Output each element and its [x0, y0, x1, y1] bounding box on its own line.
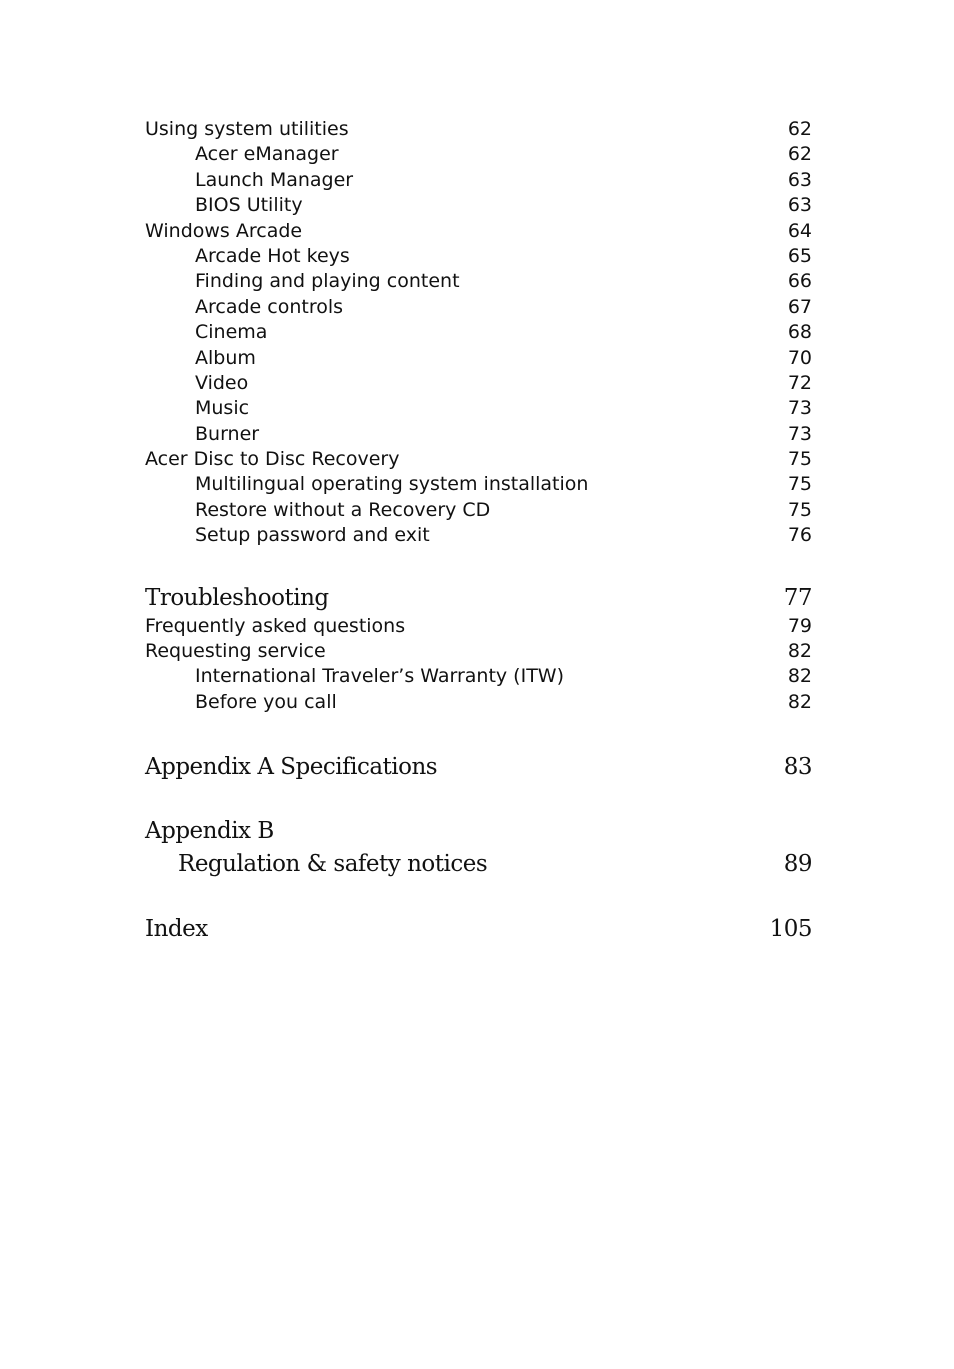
toc-entry-page-number: 82 — [787, 690, 812, 713]
toc-entry-page-number: 63 — [787, 168, 812, 191]
toc-entry[interactable] — [145, 269, 812, 294]
chapter-appendix-a[interactable] — [145, 752, 812, 783]
toc-entry[interactable] — [145, 320, 812, 345]
toc-entry[interactable] — [145, 295, 812, 320]
toc-entry-label: Music — [195, 397, 250, 420]
toc-entry-page-number: 67 — [787, 295, 812, 318]
toc-entry-label: Windows Arcade — [145, 219, 303, 242]
toc-entry[interactable] — [145, 396, 812, 421]
toc-entry-page-number: 66 — [787, 270, 812, 293]
toc-section-utilities — [145, 117, 812, 549]
toc-entry-label: Finding and playing content — [195, 270, 460, 293]
toc-entry-label: Launch Manager — [195, 168, 354, 191]
toc-entry-label: International Traveler’s Warranty (ITW) — [195, 665, 565, 688]
toc-entry-label: Before you call — [195, 690, 337, 713]
toc-entry-label: Album — [195, 346, 256, 369]
toc-entry[interactable] — [145, 168, 812, 193]
toc-entry-label: Using system utilities — [145, 118, 349, 140]
chapter-index[interactable] — [145, 914, 812, 945]
toc-entry-label: Acer eManager — [195, 143, 339, 166]
chapter-troubleshooting[interactable] — [145, 583, 812, 614]
toc-entry-label: Arcade Hot keys — [195, 244, 350, 267]
toc-entry[interactable] — [145, 664, 812, 689]
toc-entry-label: Restore without a Recovery CD — [195, 498, 491, 521]
toc-entry-page-number: 62 — [787, 118, 812, 140]
chapter-subtitle: Regulation & safety notices — [178, 851, 488, 878]
toc-entry[interactable] — [145, 690, 812, 715]
toc-entry-page-number: 75 — [787, 448, 812, 471]
toc-entry[interactable] — [145, 498, 812, 523]
toc-entry-page-number: 73 — [787, 422, 812, 445]
toc-entry-page-number: 82 — [787, 665, 812, 688]
chapter-appendix-b-subtitle[interactable] — [145, 849, 812, 880]
toc-entry-page-number: 73 — [787, 397, 812, 420]
toc-entry-page-number: 75 — [787, 473, 812, 496]
toc-entry-page-number: 75 — [787, 498, 812, 521]
chapter-title: Appendix A Specifications — [145, 754, 438, 781]
chapter-page-number: 77 — [783, 584, 812, 611]
toc-entry[interactable] — [145, 422, 812, 447]
toc-entry[interactable] — [145, 614, 812, 639]
toc-entry[interactable] — [145, 523, 812, 548]
toc-entry-page-number: 64 — [787, 219, 812, 242]
table-of-contents — [145, 117, 812, 945]
toc-entry[interactable] — [145, 346, 812, 371]
chapter-title: Appendix B — [145, 818, 274, 845]
toc-entry-label: Setup password and exit — [195, 524, 430, 547]
toc-entry-label: Requesting service — [145, 640, 326, 663]
toc-entry[interactable] — [145, 117, 812, 142]
toc-entry-label: Cinema — [195, 321, 268, 344]
toc-entry[interactable] — [145, 244, 812, 269]
toc-entry[interactable] — [145, 193, 812, 218]
toc-entry-label: Arcade controls — [195, 295, 344, 318]
toc-entry[interactable] — [145, 639, 812, 664]
toc-entry-label: Multilingual operating system installation — [195, 473, 589, 496]
toc-entry-page-number: 72 — [787, 371, 812, 394]
toc-entry-page-number: 82 — [787, 640, 812, 663]
toc-entry[interactable] — [145, 472, 812, 497]
toc-entry[interactable] — [145, 219, 812, 244]
chapter-page-number: 89 — [783, 851, 812, 878]
toc-entry-page-number: 70 — [787, 346, 812, 369]
chapter-title: Troubleshooting — [145, 584, 329, 611]
toc-entry-label: Video — [195, 371, 249, 394]
toc-entry-page-number: 68 — [787, 321, 812, 344]
chapter-title: Index — [145, 916, 208, 943]
toc-entry-page-number: 62 — [787, 143, 812, 166]
toc-entry-page-number: 76 — [787, 524, 812, 547]
toc-entry-label: Frequently asked questions — [145, 614, 406, 637]
toc-entry-page-number: 63 — [787, 194, 812, 217]
toc-entry-page-number: 65 — [787, 244, 812, 267]
toc-entry[interactable] — [145, 447, 812, 472]
toc-entry-label: Burner — [195, 422, 260, 445]
toc-entry-page-number: 79 — [787, 614, 812, 637]
toc-section-troubleshooting — [145, 614, 812, 716]
chapter-page-number: 83 — [783, 754, 812, 781]
chapter-appendix-b[interactable] — [145, 816, 812, 847]
toc-entry[interactable] — [145, 371, 812, 396]
toc-entry-label: BIOS Utility — [195, 194, 303, 217]
chapter-page-number: 105 — [769, 916, 812, 943]
toc-entry-label: Acer Disc to Disc Recovery — [145, 448, 400, 471]
toc-entry[interactable] — [145, 142, 812, 167]
